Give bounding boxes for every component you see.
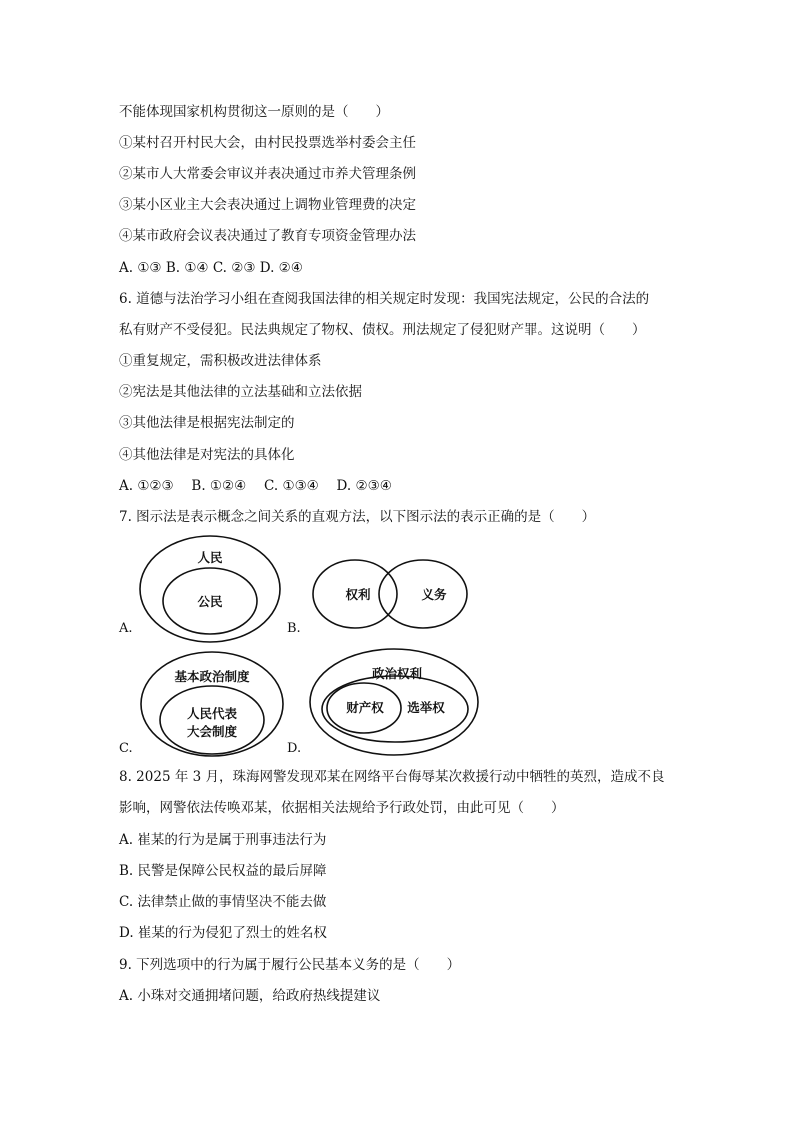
q8-option-d: D. 崔某的行为侵犯了烈士的姓名权: [119, 925, 327, 941]
fig-d-middle-label: 选举权: [407, 700, 445, 715]
q6-item-2: ②宪法是其他法律的立法基础和立法依据: [119, 384, 362, 400]
venn-figure-c: [140, 650, 290, 760]
q8-option-b: B. 民警是保障公民权益的最后屏障: [119, 863, 327, 879]
q9-option-a: A. 小珠对交通拥堵问题，给政府热线提建议: [119, 988, 381, 1004]
q5-item-1: ①某村召开村民大会，由村民投票选举村委会主任: [119, 135, 416, 151]
q6-item-3: ③其他法律是根据宪法制定的: [119, 415, 295, 431]
outer-circle-d: [310, 649, 478, 755]
fig-b-right-label: 义务: [421, 587, 447, 602]
q6-item-1: ①重复规定，需积极改进法律体系: [119, 353, 322, 369]
fig-c-option-label: C.: [119, 741, 133, 756]
fig-a-outer-label: 人民: [197, 550, 223, 565]
fig-c-inner-label-2: 大会制度: [186, 724, 238, 739]
q9-stem: 9. 下列选项中的行为属于履行公民基本义务的是（ ）: [119, 957, 461, 973]
q6-options: A. ①②③ B. ①②④ C. ①③④ D. ②③④: [119, 478, 392, 494]
venn-figure-a: [138, 534, 288, 644]
q5-stem: 不能体现国家机构贯彻这一原则的是（ ）: [119, 104, 389, 120]
fig-c-inner-label-1: 人民代表: [186, 706, 238, 721]
middle-circle-d: [322, 676, 468, 742]
fig-d-option-label: D.: [287, 741, 302, 756]
q6-stem-line2: 私有财产不受侵犯。民法典规定了物权、债权。刑法规定了侵犯财产罪。这说明（ ）: [119, 322, 646, 338]
q8-stem-line2: 影响，网警依法传唤邓某，依据相关法规给予行政处罚，由此可见（ ）: [119, 800, 565, 816]
q5-options: A. ①③ B. ①④ C. ②③ D. ②④: [119, 260, 303, 276]
fig-d-inner-label: 财产权: [346, 700, 384, 715]
venn-figure-d: [308, 647, 483, 757]
fig-c-outer-label: 基本政治制度: [174, 669, 250, 684]
q5-item-4: ④某市政府会议表决通过了教育专项资金管理办法: [119, 228, 416, 244]
venn-figure-b: [312, 559, 472, 639]
fig-b-left-label: 权利: [345, 587, 371, 602]
q8-option-a: A. 崔某的行为是属于刑事违法行为: [119, 832, 327, 848]
q8-option-c: C. 法律禁止做的事情坚决不能去做: [119, 894, 327, 910]
fig-d-outer-label: 政治权利: [371, 666, 423, 681]
outer-circle-c: [141, 652, 283, 756]
q8-stem-line1: 8. 2025 年 3 月，珠海网警发现邓某在网络平台侮辱某次救援行动中牺牲的英烈，造成不良: [119, 769, 665, 785]
q5-item-2: ②某市人大常委会审议并表决通过市养犬管理条例: [119, 166, 416, 182]
q7-stem: 7. 图示法是表示概念之间关系的直观方法，以下图示法的表示正确的是（ ）: [119, 509, 596, 525]
q5-item-3: ③某小区业主大会表决通过上调物业管理费的决定: [119, 197, 416, 213]
fig-a-option-label: A.: [119, 621, 133, 636]
fig-b-option-label: B.: [287, 621, 301, 636]
fig-a-inner-label: 公民: [197, 594, 223, 609]
q6-item-4: ④其他法律是对宪法的具体化: [119, 447, 295, 463]
q6-stem-line1: 6. 道德与法治学习小组在查阅我国法律的相关规定时发现：我国宪法规定，公民的合法的: [119, 291, 650, 307]
